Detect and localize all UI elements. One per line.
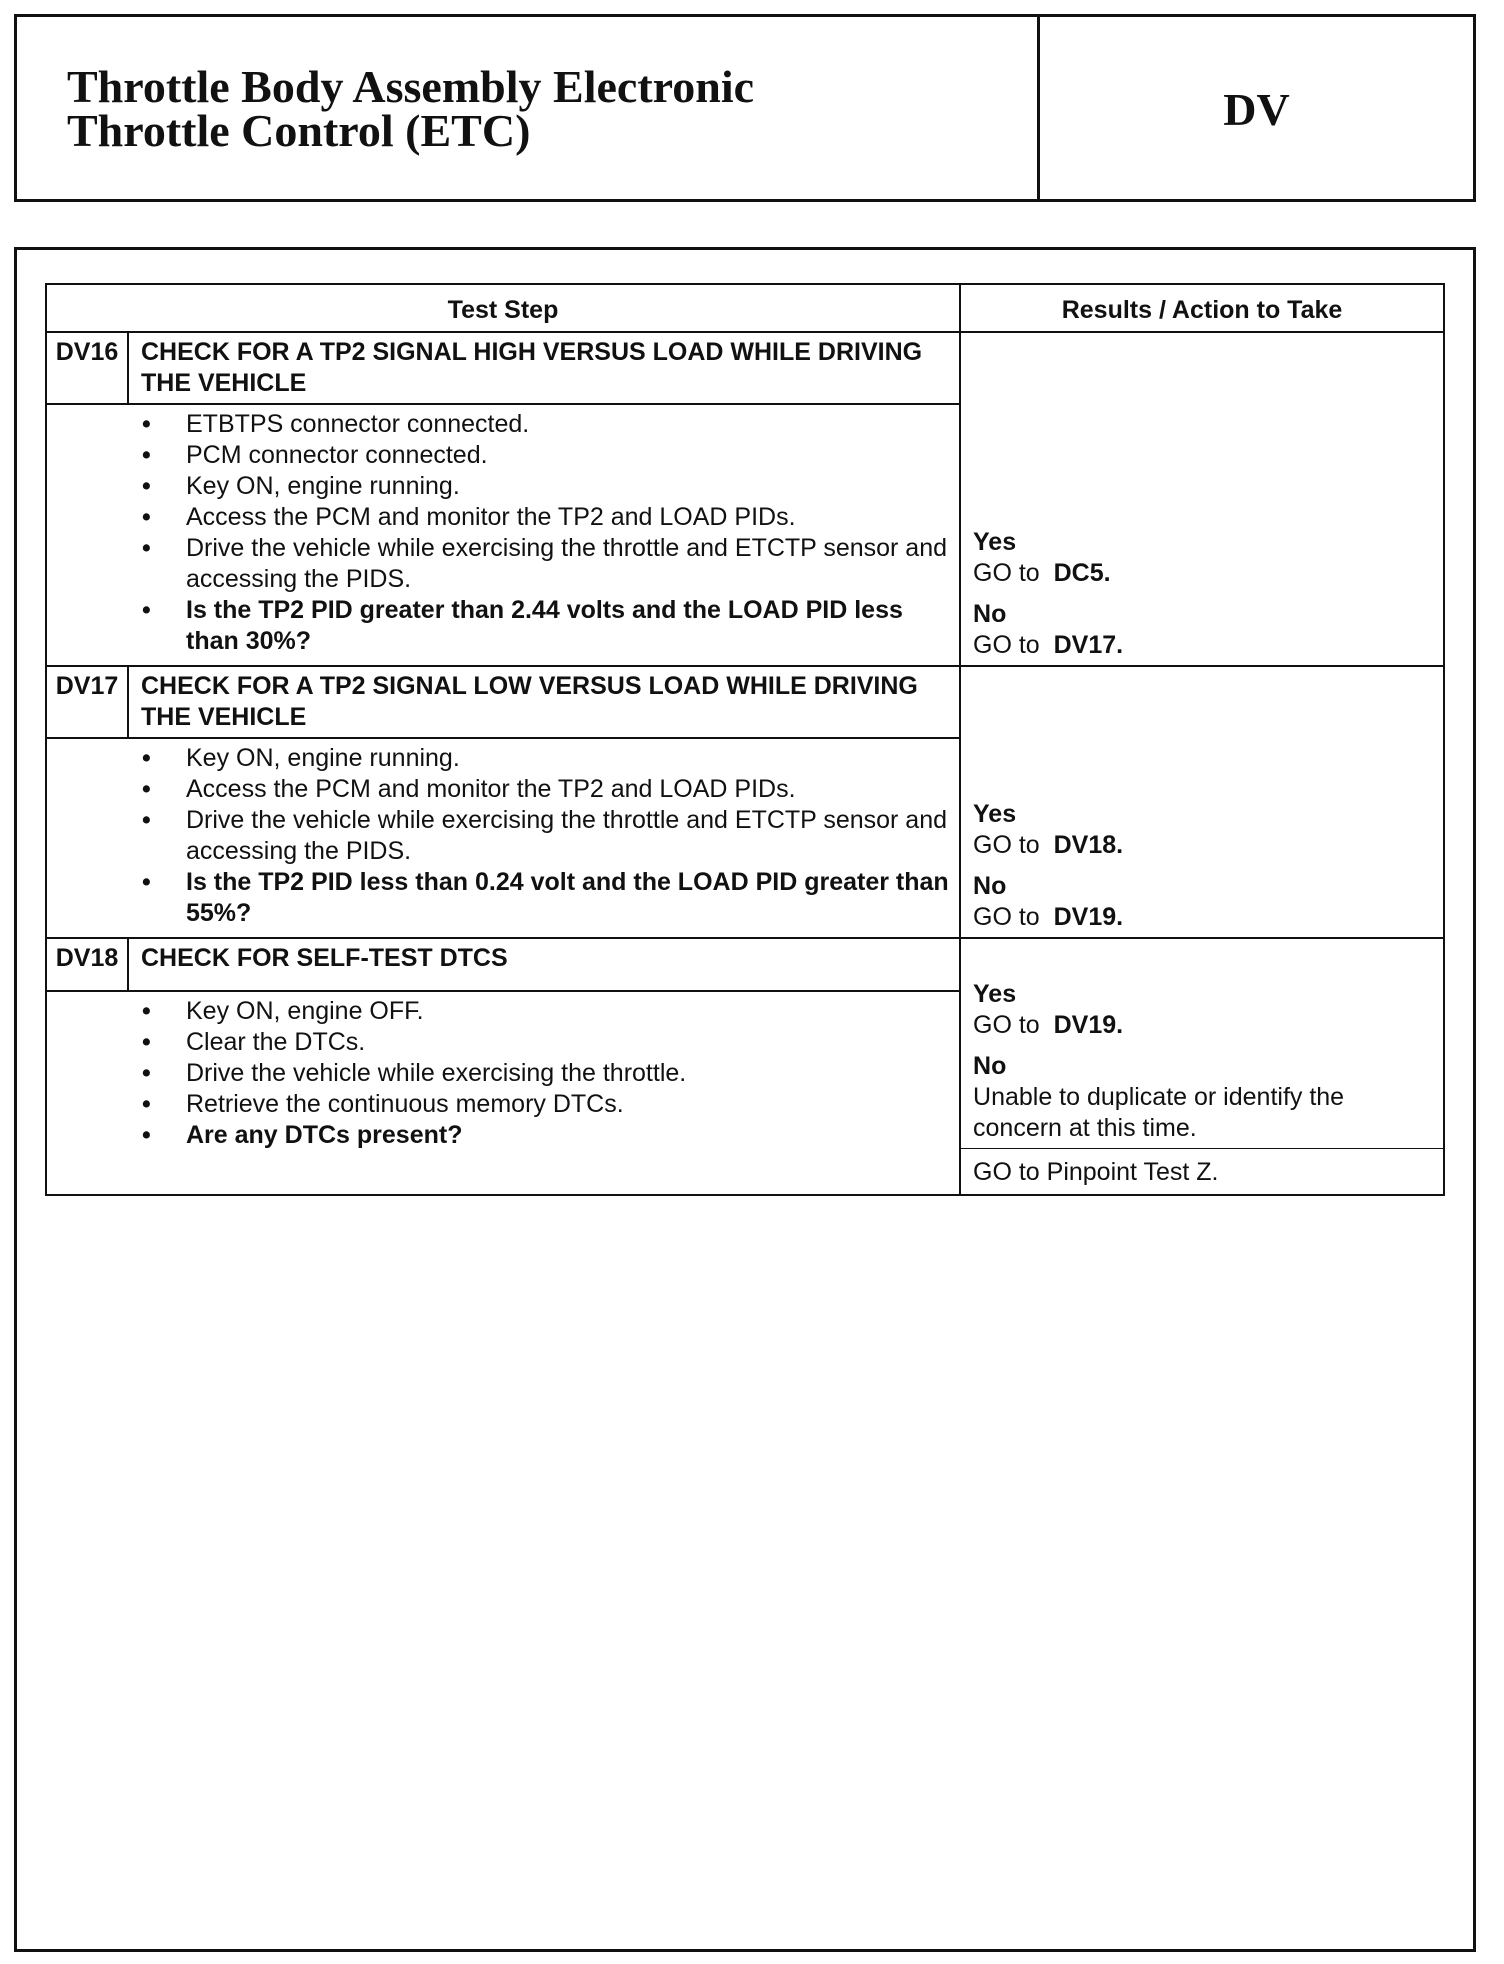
yes-action [973, 1010, 1433, 1041]
step-bullet: • Retrieve the continuous memory DTCs. [142, 1089, 949, 1120]
step-bullet: • Drive the vehicle while exercising the throttle and ETCTP sensor and accessing the PIDS. [142, 805, 949, 867]
step-body [46, 404, 960, 666]
no-label: No [973, 1052, 1007, 1080]
step-title: CHECK FOR SELF-TEST DTCS [128, 938, 960, 991]
step-bullet: • Drive the vehicle while exercising the throttle and ETCTP sensor and accessing the PIDS. [142, 533, 949, 595]
page-title-line-2: Throttle Control (ETC) [67, 105, 531, 156]
goto-target-link[interactable]: DC5. [1053, 559, 1111, 587]
step-question: • Is the TP2 PID less than 0.24 volt and the LOAD PID greater than 55%? [142, 867, 949, 929]
col-header-test-step: Test Step [46, 284, 960, 332]
yes-action [973, 558, 1433, 589]
step-results [960, 938, 1444, 1195]
step-results [960, 332, 1444, 666]
no-action-text: Unable to duplicate or identify the concern at this time. [973, 1083, 1345, 1142]
no-action [973, 630, 1433, 661]
col-header-results: Results / Action to Take [960, 284, 1444, 332]
yes-label: Yes [973, 980, 1017, 1008]
page-title-line-1: Throttle Body Assembly Electronic [67, 61, 755, 112]
step-id: DV16 [46, 332, 128, 404]
step-bullet: • Key ON, engine OFF. [142, 996, 949, 1027]
goto-prefix: GO to [973, 831, 1040, 859]
step-question: • Are any DTCs present? [142, 1120, 949, 1151]
step-bullet: • PCM connector connected. [142, 440, 949, 471]
step-bullet: • Key ON, engine running. [142, 743, 949, 774]
step-bullet-list [57, 743, 949, 929]
step-bullet: • Clear the DTCs. [142, 1027, 949, 1058]
step-title-row [46, 938, 1444, 991]
step-body [46, 738, 960, 938]
page-header [14, 14, 1476, 202]
no-label: No [973, 872, 1007, 900]
step-bullet-list [57, 996, 949, 1151]
step-results [960, 666, 1444, 938]
step-id: DV18 [46, 938, 128, 991]
yes-label: Yes [973, 800, 1017, 828]
yes-action [973, 830, 1433, 861]
table-header-row [46, 284, 1444, 332]
step-bullet: • ETBTPS connector connected. [142, 409, 949, 440]
step-bullet: • Drive the vehicle while exercising the throttle. [142, 1058, 949, 1089]
goto-target-link[interactable]: DV17. [1053, 631, 1124, 659]
goto-prefix: GO to [973, 1011, 1040, 1039]
step-bullet: • Access the PCM and monitor the TP2 and LOAD PIDs. [142, 774, 949, 805]
final-action[interactable]: GO to Pinpoint Test Z. [961, 1148, 1443, 1190]
goto-target-link[interactable]: DV19. [1053, 1011, 1124, 1039]
step-bullet: • Key ON, engine running. [142, 471, 949, 502]
step-title-row [46, 666, 1444, 738]
goto-target-link[interactable]: DV18. [1053, 831, 1124, 859]
step-bullet: • Access the PCM and monitor the TP2 and LOAD PIDs. [142, 502, 949, 533]
step-title: CHECK FOR A TP2 SIGNAL LOW VERSUS LOAD WHILE DRIVING THE VEHICLE [128, 666, 960, 738]
test-step-table [45, 283, 1445, 1196]
goto-prefix: GO to [973, 559, 1040, 587]
page-title [17, 17, 1040, 199]
step-id: DV17 [46, 666, 128, 738]
no-action [973, 902, 1433, 933]
section-code: DV [1223, 83, 1290, 135]
goto-target-link[interactable]: DV19. [1053, 903, 1124, 931]
step-bullet-list [57, 409, 949, 657]
goto-prefix: GO to [973, 631, 1040, 659]
step-title-row [46, 332, 1444, 404]
step-question: • Is the TP2 PID greater than 2.44 volts and the LOAD PID less than 30%? [142, 595, 949, 657]
step-title: CHECK FOR A TP2 SIGNAL HIGH VERSUS LOAD WHILE DRIVING THE VEHICLE [128, 332, 960, 404]
no-label: No [973, 600, 1007, 628]
step-body [46, 991, 960, 1195]
goto-prefix: GO to [973, 903, 1040, 931]
yes-label: Yes [973, 528, 1017, 556]
